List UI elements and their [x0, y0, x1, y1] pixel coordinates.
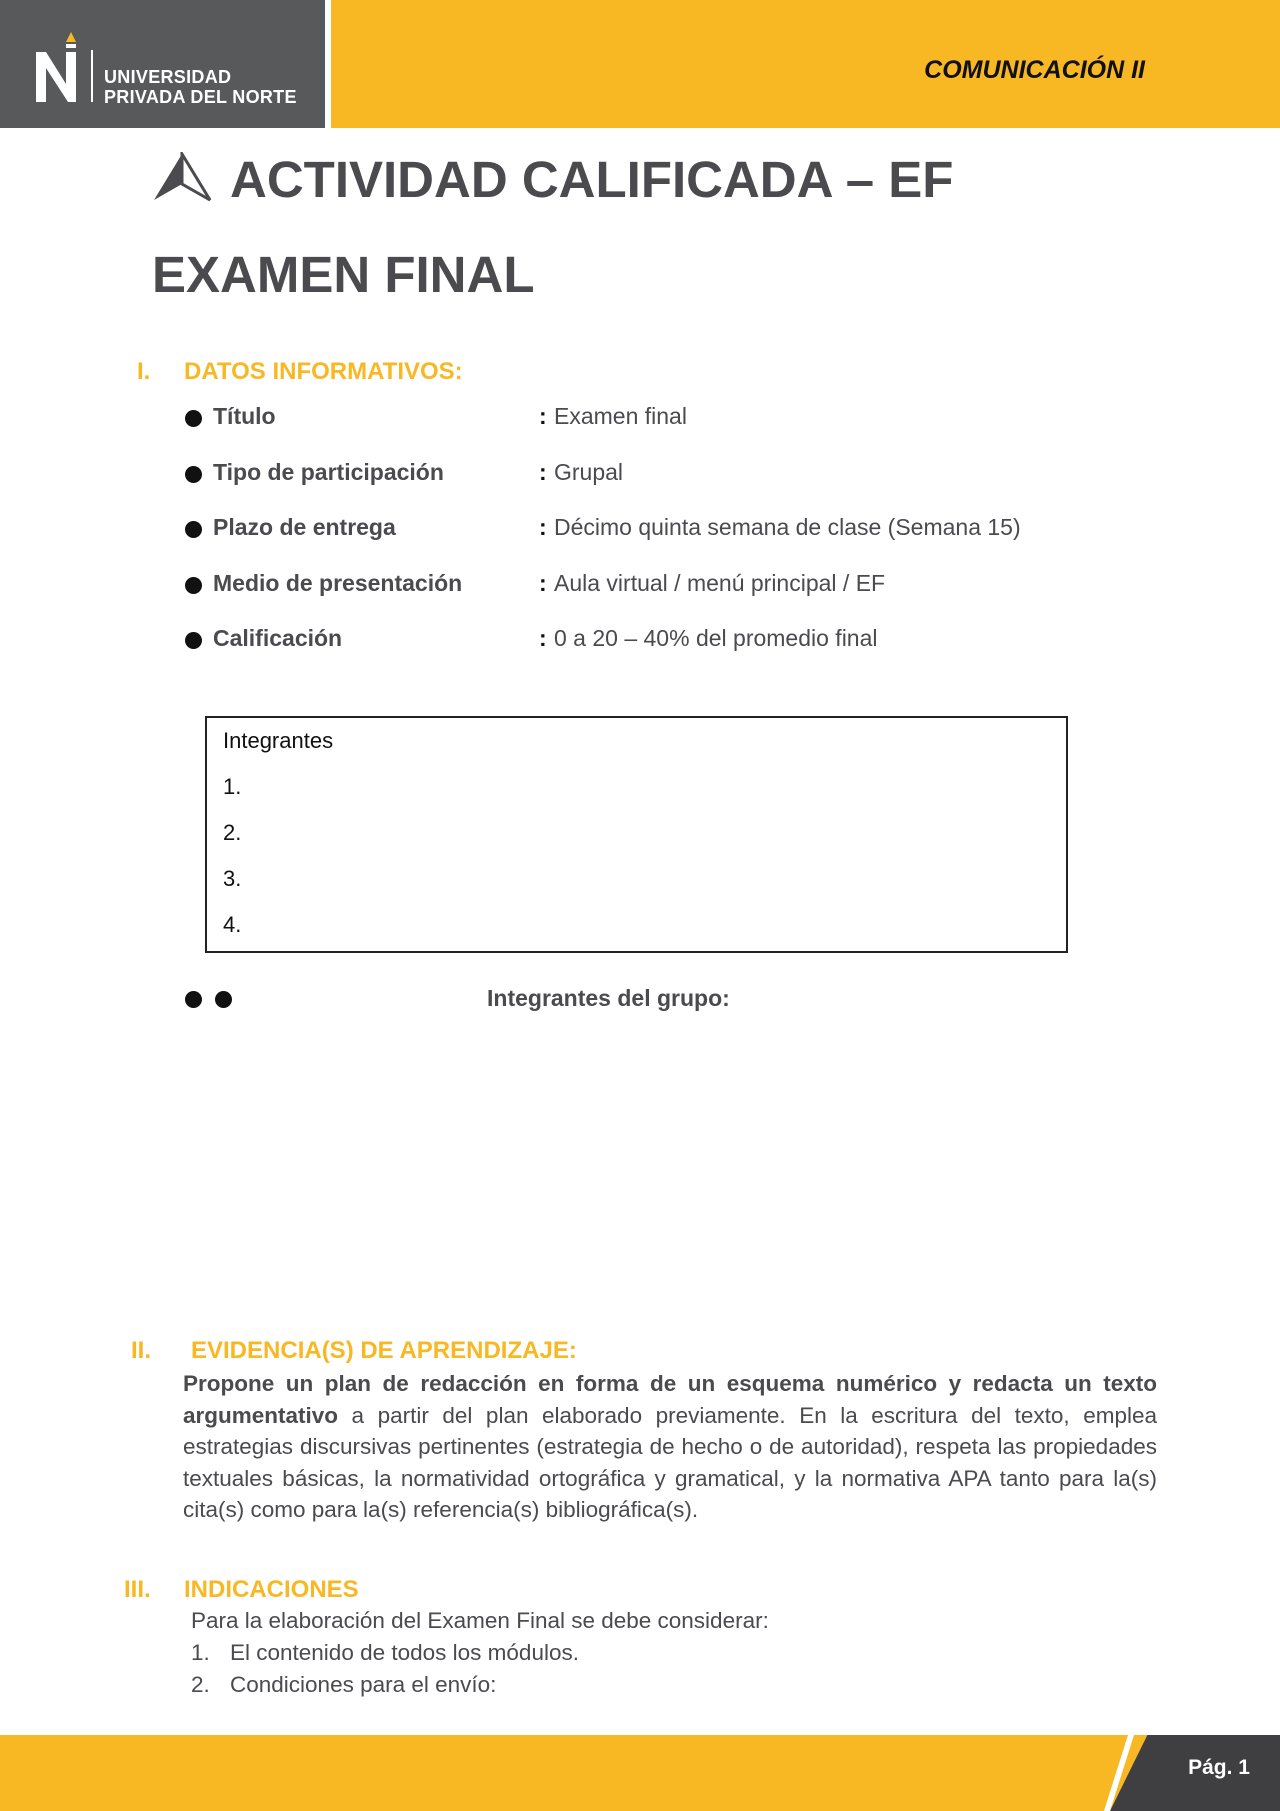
bullet-icon	[185, 632, 202, 649]
page-title: ACTIVIDAD CALIFICADA – EF	[230, 151, 954, 208]
info-label: Plazo de entrega	[213, 514, 396, 540]
bullet-icon	[215, 991, 232, 1008]
header-band	[331, 0, 1280, 128]
page-subtitle: EXAMEN FINAL	[152, 246, 535, 303]
info-colon: :	[539, 514, 547, 540]
member-line: 4.	[223, 912, 242, 937]
members-box	[205, 716, 1068, 953]
info-colon: :	[539, 459, 547, 485]
info-value: Aula virtual / menú principal / EF	[554, 570, 886, 596]
evidence-paragraph	[183, 1368, 1157, 1526]
info-colon: :	[539, 625, 547, 651]
info-label: Tipo de participación	[213, 459, 444, 485]
section1-title: DATOS INFORMATIVOS:	[184, 358, 463, 385]
section3-number: III.	[124, 1576, 151, 1603]
list-item-text: El contenido de todos los módulos.	[230, 1640, 579, 1665]
info-value: Grupal	[554, 459, 624, 485]
info-label: Título	[213, 403, 276, 429]
members-heading: Integrantes	[223, 728, 334, 753]
upn-logo-icon	[34, 28, 84, 108]
info-value: Examen final	[554, 403, 687, 429]
info-colon: :	[539, 570, 547, 596]
logo-divider	[91, 50, 93, 102]
logo-text	[104, 67, 297, 107]
section3-title: INDICACIONES	[184, 1576, 359, 1603]
bullet-icon	[185, 991, 202, 1008]
course-title: COMUNICACIÓN II	[924, 56, 1145, 84]
section1-number: I.	[137, 358, 151, 385]
logo-block	[0, 0, 325, 128]
info-colon: :	[539, 403, 547, 429]
evidence-bold-text: Propone un plan de redacción en forma de un esquema numérico y redacta un texto argumentativo	[183, 1371, 1157, 1428]
member-line: 1.	[223, 774, 242, 799]
evidence-text: a partir del plan elaborado previamente. En la escritura del texto, emplea estrategias discursivas pertinentes (estrategia de hecho o de autoridad), respeta las propiedades textuales básicas, la normatividad ortográfica y gramatical, y la normativa APA tanto para la(s) cita(s) como para la(s) referencia(s) bibliográfica(s).	[183, 1402, 1157, 1522]
list-item-number: 2.	[191, 1672, 210, 1697]
info-label: Medio de presentación	[213, 570, 463, 596]
section2-number: II.	[131, 1337, 152, 1364]
footer-band	[0, 1735, 1280, 1811]
bullet-icon	[185, 466, 202, 483]
logo-line1: UNIVERSIDAD	[104, 67, 232, 87]
info-value: 0 a 20 – 40% del promedio final	[554, 625, 878, 651]
indications-intro: Para la elaboración del Examen Final se debe considerar:	[191, 1608, 769, 1633]
page-header	[0, 0, 1280, 128]
member-line: 3.	[223, 866, 242, 891]
logo-line2: PRIVADA DEL NORTE	[104, 87, 297, 107]
list-item-text: Condiciones para el envío:	[230, 1672, 497, 1697]
bullet-icon	[185, 410, 202, 427]
section2-title: EVIDENCIA(S) DE APRENDIZAJE:	[191, 1337, 577, 1364]
page-number: Pág. 1	[1188, 1756, 1250, 1779]
member-line: 2.	[223, 820, 242, 845]
arrow-triangle-icon	[152, 152, 212, 204]
info-value: Décimo quinta semana de clase (Semana 15)	[554, 514, 1021, 540]
list-item-number: 1.	[191, 1640, 210, 1665]
bullet-icon	[185, 521, 202, 538]
info-label: Calificación	[213, 625, 343, 651]
bullet-icon	[185, 577, 202, 594]
group-members-label: Integrantes del grupo:	[487, 985, 730, 1011]
